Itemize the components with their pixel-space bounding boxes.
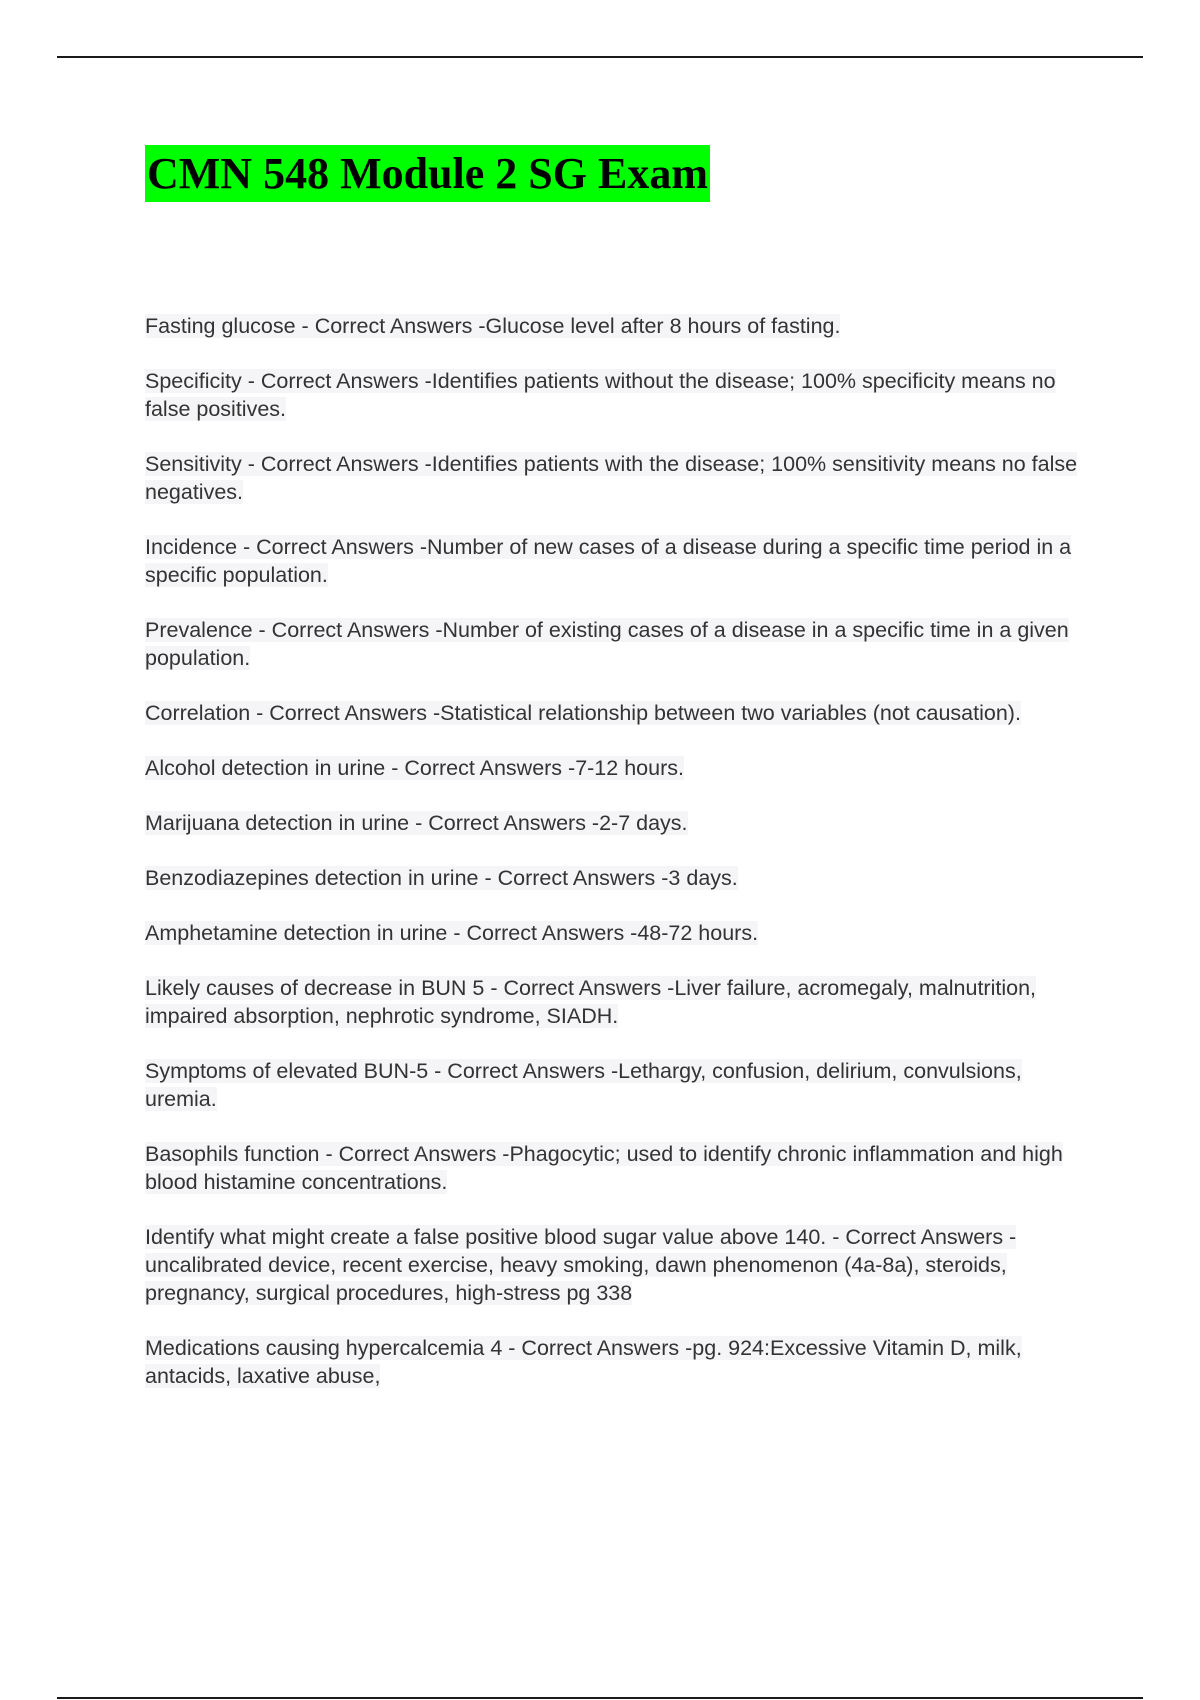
qa-text: Identify what might create a false positive blood sugar value above 140. - Correct Answers -uncalibrated device, recent exercise, heavy smoking, dawn phenomenon (4a-8a), steroids, pregnancy, surgical procedures, high-stress pg 338 xyxy=(145,1225,1017,1305)
footer-rule xyxy=(57,1697,1143,1699)
qa-item xyxy=(145,367,1085,423)
qa-item xyxy=(145,1057,1085,1113)
qa-item xyxy=(145,754,1085,782)
qa-item xyxy=(145,312,1085,340)
qa-item xyxy=(145,864,1085,892)
qa-text: Benzodiazepines detection in urine - Correct Answers -3 days. xyxy=(145,866,738,890)
document-title: CMN 548 Module 2 SG Exam xyxy=(145,145,710,202)
qa-item xyxy=(145,616,1085,672)
qa-text: Likely causes of decrease in BUN 5 - Correct Answers -Liver failure, acromegaly, malnutrition, impaired absorption, nephrotic syndrome, SIADH. xyxy=(145,976,1037,1028)
qa-text: Basophils function - Correct Answers -Phagocytic; used to identify chronic inflammation and high blood histamine concentrations. xyxy=(145,1142,1063,1194)
qa-item xyxy=(145,1140,1085,1196)
qa-item xyxy=(145,1334,1085,1390)
qa-item xyxy=(145,450,1085,506)
qa-item xyxy=(145,809,1085,837)
title-block xyxy=(145,145,710,202)
qa-text: Fasting glucose - Correct Answers -Glucose level after 8 hours of fasting. xyxy=(145,314,841,338)
qa-item xyxy=(145,974,1085,1030)
qa-text: Prevalence - Correct Answers -Number of existing cases of a disease in a specific time in a given population. xyxy=(145,618,1069,670)
qa-list xyxy=(145,312,1085,1417)
qa-text: Amphetamine detection in urine - Correct Answers -48-72 hours. xyxy=(145,921,759,945)
qa-text: Correlation - Correct Answers -Statistical relationship between two variables (not causation). xyxy=(145,701,1021,725)
qa-text: Alcohol detection in urine - Correct Answers -7-12 hours. xyxy=(145,756,684,780)
qa-text: Medications causing hypercalcemia 4 - Correct Answers -pg. 924:Excessive Vitamin D, milk, antacids, laxative abuse, xyxy=(145,1336,1022,1388)
qa-item xyxy=(145,699,1085,727)
qa-text: Incidence - Correct Answers -Number of new cases of a disease during a specific time period in a specific population. xyxy=(145,535,1072,587)
qa-item xyxy=(145,1223,1085,1307)
qa-text: Sensitivity - Correct Answers -Identifies patients with the disease; 100% sensitivity means no false negatives. xyxy=(145,452,1078,504)
qa-text: Marijuana detection in urine - Correct Answers -2-7 days. xyxy=(145,811,688,835)
header-rule xyxy=(57,56,1143,58)
qa-item xyxy=(145,533,1085,589)
qa-text: Specificity - Correct Answers -Identifies patients without the disease; 100% specificity means no false positives. xyxy=(145,369,1056,421)
qa-text: Symptoms of elevated BUN-5 - Correct Answers -Lethargy, confusion, delirium, convulsions, uremia. xyxy=(145,1059,1022,1111)
qa-item xyxy=(145,919,1085,947)
